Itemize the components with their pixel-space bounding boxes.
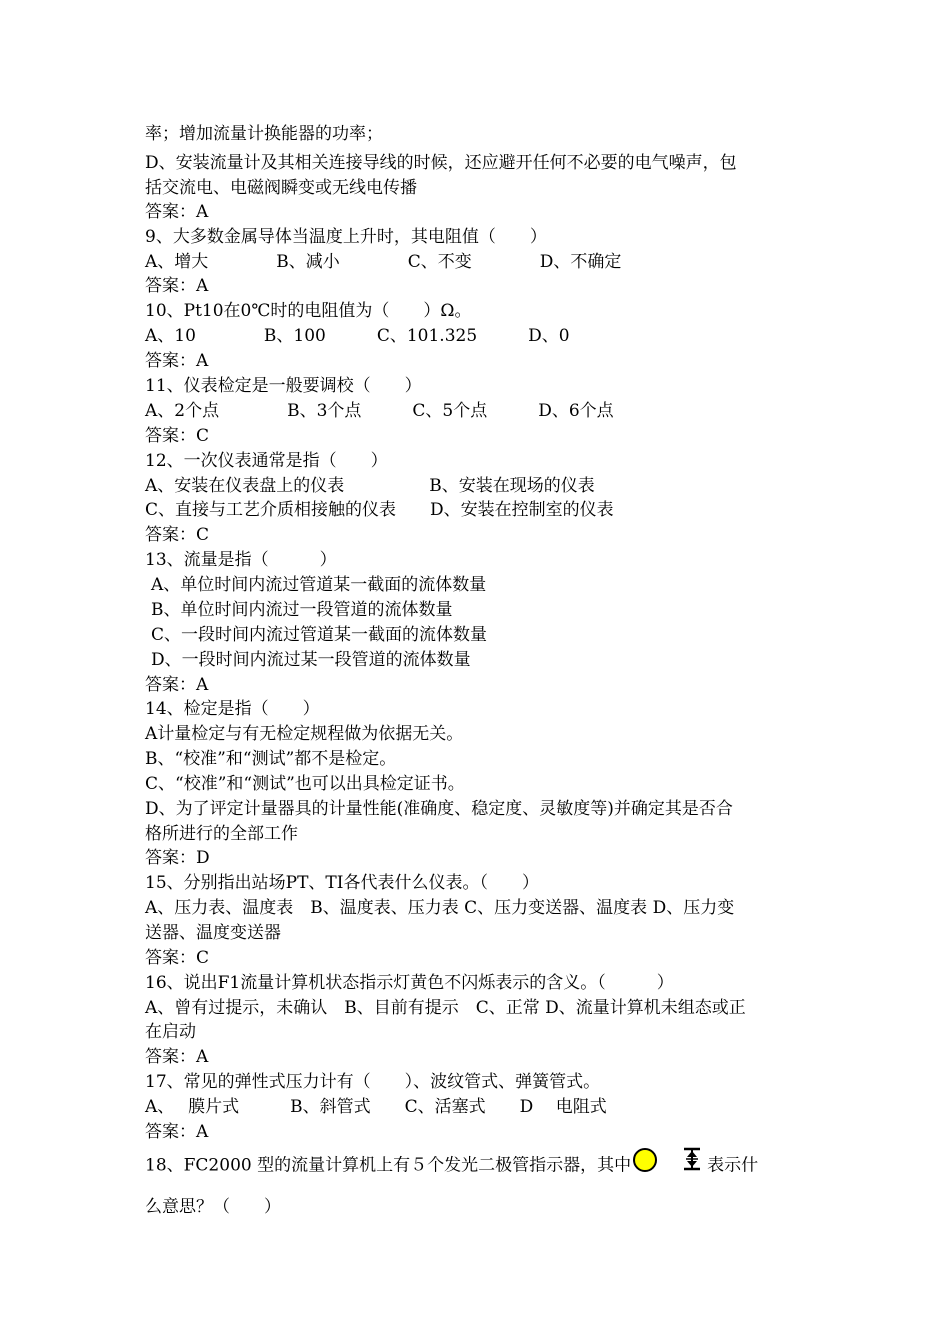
answer-line: 答案：D bbox=[145, 848, 210, 868]
text-line: D、安装流量计及其相关连接导线的时候，还应避开任何不必要的电气噪声，包 bbox=[145, 153, 737, 173]
options-15-cont: 送器、温度变送器 bbox=[145, 923, 281, 943]
question-15: 15、分别指出站场PT、TI各代表什么仪表。（ ） bbox=[145, 873, 539, 893]
option-14d-cont: 格所进行的全部工作 bbox=[145, 824, 298, 844]
option-13d: D、一段时间内流过某一段管道的流体数量 bbox=[151, 650, 471, 670]
options-10: A、10 B、100 C、101.325 D、0 bbox=[145, 326, 570, 346]
answer-line: 答案：C bbox=[145, 525, 210, 545]
question-18 bbox=[145, 1150, 758, 1190]
option-14d: D、为了评定计量器具的计量性能(准确度、稳定度、灵敏度等)并确定其是否合 bbox=[145, 799, 733, 819]
text-line: 括交流电、电磁阀瞬变或无线电传播 bbox=[145, 178, 417, 198]
option-13c: C、一段时间内流过管道某一截面的流体数量 bbox=[151, 625, 488, 645]
question-11: 11、仪表检定是一般要调校（ ） bbox=[145, 376, 422, 396]
question-13: 13、流量是指（ ） bbox=[145, 550, 337, 570]
question-18-text: 18、FC2000 型的流量计算机上有５个发光二极管指示器，其中 bbox=[145, 1155, 632, 1176]
options-16: A、曾有过提示，未确认 B、目前有提示 C、正常 D、流量计算机未组态或正 bbox=[145, 998, 746, 1018]
question-18-line2: 么意思？（ ） bbox=[145, 1197, 281, 1217]
answer-line: 答案：A bbox=[145, 351, 209, 371]
question-17: 17、常见的弹性式压力计有（ ）、波纹管式、弹簧管式。 bbox=[145, 1072, 601, 1092]
question-18-text-end: 表示什 bbox=[707, 1155, 759, 1176]
answer-line: 答案：A bbox=[145, 1122, 209, 1142]
question-12: 12、一次仪表通常是指（ ） bbox=[145, 451, 388, 471]
question-10: 10、Pt10在0℃时的电阻值为（ ）Ω。 bbox=[145, 301, 472, 321]
question-9: 9、大多数金属导体当温度上升时，其电阻值（ ） bbox=[145, 227, 547, 247]
answer-line: 答案：C bbox=[145, 426, 210, 446]
options-16-cont: 在启动 bbox=[145, 1022, 196, 1042]
options-17: A、 膜片式 B、斜管式 C、活塞式 D 电阻式 bbox=[145, 1097, 607, 1117]
option-14b: B、“校准”和“测试”都不是检定。 bbox=[145, 749, 397, 769]
question-16: 16、说出F1流量计算机状态指示灯黄色不闪烁表示的含义。（ ） bbox=[145, 973, 674, 993]
option-13a: A、单位时间内流过管道某一截面的流体数量 bbox=[151, 575, 487, 595]
options-9: A、增大 B、减小 C、不变 D、不确定 bbox=[145, 252, 622, 272]
answer-line: 答案：A bbox=[145, 276, 209, 296]
answer-line: 答案：A bbox=[145, 1047, 209, 1067]
options-15: A、压力表、温度表 B、温度表、压力表 C、压力变送器、温度表 D、压力变 bbox=[145, 898, 735, 918]
option-14a: A计量检定与有无检定规程做为依据无关。 bbox=[145, 724, 464, 744]
yellow-led-icon bbox=[633, 1148, 657, 1172]
option-14c: C、“校准”和“测试”也可以出具检定证书。 bbox=[145, 774, 465, 794]
answer-line: 答案：A bbox=[145, 202, 209, 222]
text-line: 率；增加流量计换能器的功率； bbox=[145, 124, 383, 144]
dimension-marker-icon bbox=[679, 1146, 705, 1172]
question-14: 14、检定是指（ ） bbox=[145, 699, 320, 719]
options-12: A、安装在仪表盘上的仪表 B、安装在现场的仪表 bbox=[145, 476, 595, 496]
option-13b: B、单位时间内流过一段管道的流体数量 bbox=[151, 600, 453, 620]
options-12: C、直接与工艺介质相接触的仪表 D、安装在控制室的仪表 bbox=[145, 500, 614, 520]
answer-line: 答案：C bbox=[145, 948, 210, 968]
answer-line: 答案：A bbox=[145, 675, 209, 695]
options-11: A、2个点 B、3个点 C、5个点 D、6个点 bbox=[145, 401, 614, 421]
